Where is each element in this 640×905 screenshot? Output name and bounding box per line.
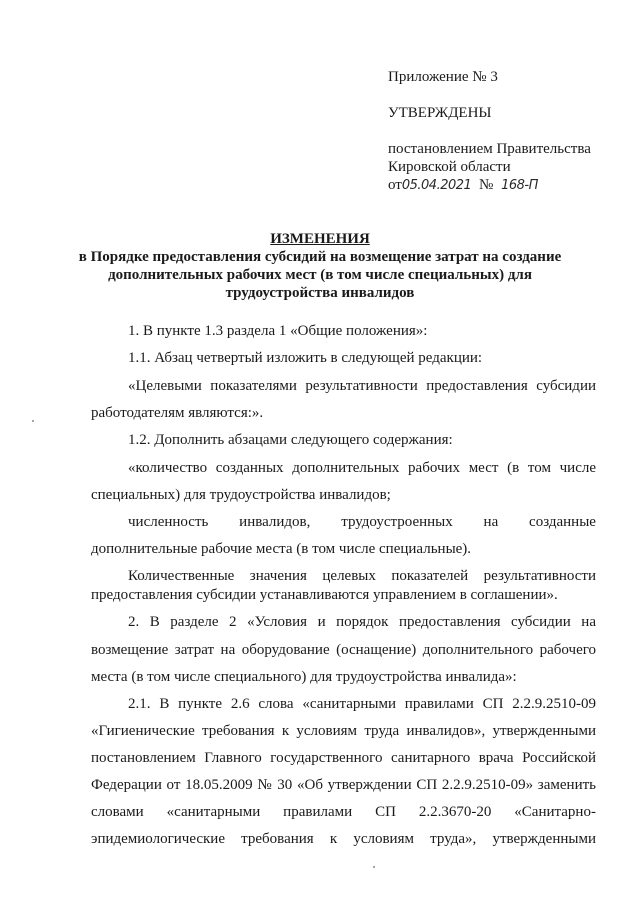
number-prefix: № xyxy=(479,177,494,193)
word: 2.2.3670-20 xyxy=(418,804,492,820)
paragraph-line-16: «Гигиенические требования к условиям труда инвалидов», утвержденными xyxy=(91,723,596,739)
word: численность xyxy=(128,514,209,530)
approved-label: УТВЕРЖДЕНЫ xyxy=(388,105,492,121)
paragraph-line-17: постановлением Главного государственного санитарного врача Российской xyxy=(91,750,596,766)
handwritten-date: 05.04.2021 xyxy=(401,178,472,193)
paragraph-line-19 xyxy=(91,803,596,822)
decree-line-2: Кировской области xyxy=(388,159,511,175)
paragraph-line-8 xyxy=(128,513,596,532)
paragraph-line-7: специальных) для трудоустройства инвалидов; xyxy=(91,487,391,503)
handwritten-number: 168-П xyxy=(501,178,538,193)
paragraph-line-6: «количество созданных дополнительных рабочих мест (в том числе xyxy=(128,460,596,476)
paragraph-line-10: Количественные значения целевых показателей результативности xyxy=(128,568,596,584)
title-line-3: трудоустройства инвалидов xyxy=(225,285,415,301)
paragraph-line-4: работодателям являются:». xyxy=(91,405,264,421)
word: «санитарными xyxy=(166,804,261,820)
scan-speck xyxy=(373,866,375,868)
paragraph-line-3: «Целевыми показателями результативности предоставления субсидии xyxy=(128,378,596,394)
paragraph-2-1: 2.1. В пункте 2.6 слова «санитарными правилами СП 2.2.9.2510-09 xyxy=(128,696,596,712)
scan-speck xyxy=(32,420,34,422)
word: на xyxy=(483,514,499,530)
date-prefix: от xyxy=(388,177,402,193)
paragraph-2: 2. В разделе 2 «Условия и порядок предоставления субсидии на xyxy=(128,614,596,630)
paragraph-line-20: эпидемиологические требования к условиям труда», утвержденными xyxy=(91,831,596,847)
paragraph-line-14: места (в том числе специального) для трудоустройства инвалида»: xyxy=(91,669,517,685)
paragraph-line-11: предоставления субсидии устанавливаются управлением в соглашении». xyxy=(91,587,558,603)
word: созданные xyxy=(529,514,596,530)
paragraph-line-13: возмещение затрат на оборудование (оснащение) дополнительного рабочего xyxy=(91,642,596,658)
paragraph-1-2: 1.2. Дополнить абзацами следующего содержания: xyxy=(128,432,453,448)
document-title: ИЗМЕНЕНИЯ xyxy=(270,231,370,247)
word: СП xyxy=(375,804,396,820)
decree-line-1: постановлением Правительства xyxy=(388,141,591,157)
decree-date-line xyxy=(388,176,538,195)
word: словами xyxy=(91,804,144,820)
paragraph-1-1: 1.1. Абзац четвертый изложить в следующей редакции: xyxy=(128,350,483,366)
appendix-number: Приложение № 3 xyxy=(388,69,498,85)
paragraph-1: 1. В пункте 1.3 раздела 1 «Общие положения»: xyxy=(128,323,428,339)
word: правилами xyxy=(283,804,353,820)
paragraph-line-9: дополнительные рабочие места (в том числе специальные). xyxy=(91,541,472,557)
word: трудоустроенных xyxy=(341,514,453,530)
title-line-2: дополнительных рабочих мест (в том числе специальных) для xyxy=(108,267,532,283)
title-line-1: в Порядке предоставления субсидий на возмещение затрат на создание xyxy=(78,249,562,265)
paragraph-line-18: Федерации от 18.05.2009 № 30 «Об утверждении СП 2.2.9.2510-09» заменить xyxy=(91,777,596,793)
word: «Санитарно- xyxy=(514,804,596,820)
word: инвалидов, xyxy=(239,514,311,530)
